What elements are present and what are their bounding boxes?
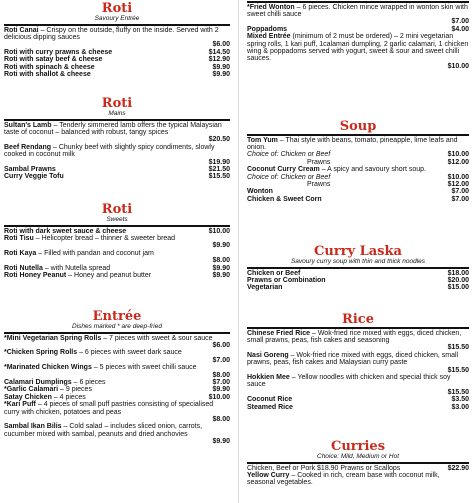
menu-item: *Chicken Spring Rolls – 6 pieces with sweet dark sauce $7.00 <box>4 349 230 364</box>
menu-item: Roti with spinach & cheese $9.90 <box>4 63 230 71</box>
divider <box>4 225 230 227</box>
menu-item: Sambal Ikan Bilis – Cold salad – includes sliced onion, carrots, cucumber mixed with sambal, peanuts and dried anchovies $9.90 <box>4 423 230 446</box>
divider <box>247 327 469 329</box>
section-title: Roti <box>101 96 133 111</box>
menu-item: *Kari Puff – 4 pieces of small puff pastries consisting of specialised curry with chicken, potatoes and peas $8.00 <box>4 401 230 423</box>
menu-item: Satay Chicken – 4 pieces $10.00 <box>4 393 230 401</box>
section-title: Entrée <box>92 309 142 324</box>
menu-item: Yellow Curry – Cooked in rich, cream base with coconut milk, seasonal vegetables. <box>247 471 440 487</box>
menu-item: Roti Tisu – Helicopter bread – thinner & sweeter bread $9.90 <box>4 234 230 250</box>
section-roti-entree <box>4 2 230 78</box>
menu-item: *Garlic Calamari – 9 pieces $9.90 <box>4 386 230 394</box>
menu-item: Tom Yum – Thai style with beans, tomato, pineapple, lime leafs and onion. <box>247 136 458 151</box>
section-soup <box>247 120 469 203</box>
menu-item: Mixed Entrée (minimum of 2 must be ordered) – 2 mini vegetarian spring rolls, 1 kari puff, 1calamari dumpling, 2 garlic calamari, 1 chicken wing & poppadoms served with yogurt, sweet & sour and sweet chilli sauces. $10.00 <box>247 33 469 70</box>
menu-item-option: Choice of: Chicken or Beef $10.00 <box>247 173 469 181</box>
section-curries <box>247 440 469 487</box>
section-title: Curries <box>330 439 386 454</box>
menu-item: Roti Honey Peanut – Honey and peanut butter $9.90 <box>4 271 230 279</box>
menu-item: Wonton $7.00 <box>247 188 469 196</box>
section-title: Roti <box>101 1 133 16</box>
section-entree-continued <box>247 0 469 70</box>
menu-item: *Fried Wonton – 6 pieces. Chicken mince wrapped in wonton skin with sweet chilli sauce $7.00 <box>247 3 469 26</box>
section-rice <box>247 313 469 411</box>
divider <box>247 462 469 464</box>
section-roti-mains <box>4 97 230 181</box>
menu-item: Nasi Goreng – Wok-fried rice mixed with eggs, diced chicken, small prawns, peas, fish cakes and Malaysian curry paste $15.50 <box>247 351 469 374</box>
divider <box>247 1 469 3</box>
section-roti-sweets <box>4 203 230 279</box>
menu-item: *Marinated Chicken Wings – 5 pieces with sweet chilli sauce $8.00 <box>4 364 230 379</box>
menu-item: Chicken or Beef $18.00 <box>247 269 469 277</box>
menu-item: Curry Veggie Tofu $15.50 <box>4 173 230 181</box>
column-divider <box>238 0 239 503</box>
menu-item: Vegetarian $15.00 <box>247 284 469 292</box>
menu-item: Steamed Rice $3.00 <box>247 403 469 411</box>
menu-item: Roti with shallot & cheese $9.90 <box>4 70 230 78</box>
menu-item: Chinese Fried Rice – Wok-fried rice mixed with eggs, diced chicken, small prawns, peas, fish cakes and seasoning $15.50 <box>247 329 469 352</box>
divider <box>247 267 469 269</box>
section-subtitle: Mains <box>108 110 126 117</box>
menu-item: *Mini Vegetarian Spring Rolls – 7 pieces with sweet & sour sauce $6.00 <box>4 334 230 349</box>
section-title: Roti <box>101 202 133 217</box>
menu-item: Roti Nutella – with Nutella spread $9.90 <box>4 264 230 272</box>
menu-item: Chicken & Sweet Corn $7.00 <box>247 195 469 203</box>
menu-item: Beef Rendang – Chunky beef with slightly spicy condiments, slowly cooked in coconut milk $19.90 <box>4 143 230 166</box>
section-title: Soup <box>339 119 377 134</box>
section-curry-laska <box>247 245 469 292</box>
divider <box>4 332 230 334</box>
divider <box>4 24 230 26</box>
menu-item: Coconut Rice $3.50 <box>247 396 469 404</box>
menu-item: Calamari Dumplings – 6 pieces $7.00 <box>4 378 230 386</box>
menu-item: Prawns or Combination $20.00 <box>247 276 469 284</box>
section-subtitle: Sweets <box>106 216 128 223</box>
section-subtitle: Choice: Mild, Medium or Hot <box>317 453 399 460</box>
menu-item-option: Prawns $12.00 <box>307 158 469 166</box>
menu-item: Coconut Curry Cream – A spicy and savoury short soup. <box>247 166 426 174</box>
menu-item: Sultan's Lamb – Tenderly simmered lamb offers the typical Malaysian taste of coconut – balanced with robust, tangy spices $20.50 <box>4 121 230 144</box>
menu-item: Hokkien Mee – Yellow noodles with chicken and special thick soy sauce $15.50 <box>247 373 469 396</box>
menu-item: Roti Kaya – Filled with pandan and coconut jam $8.00 <box>4 249 230 265</box>
section-entree <box>4 310 230 446</box>
menu-item: Roti with curry prawns & cheese $14.50 <box>4 48 230 56</box>
divider <box>4 119 230 121</box>
section-subtitle: Savoury curry soup with thin and thick noodles <box>290 258 426 265</box>
section-title: Curry Laska <box>314 244 402 259</box>
section-title: Rice <box>342 312 374 327</box>
divider <box>247 134 469 136</box>
menu-item: Roti Canai – Crispy on the outside, fluffy on the inside. Served with 2 delicious dipping sauces $6.00 <box>4 26 230 49</box>
menu-item-option: Chicken, Beef or Pork $18.90 Prawns or Scallops $22.90 <box>247 464 469 472</box>
menu-item: Poppadoms $4.00 <box>247 25 469 33</box>
section-subtitle: Savoury Entrée <box>94 15 140 22</box>
menu-item-option: Choice of: Chicken or Beef $10.00 <box>247 151 469 159</box>
section-subtitle: Dishes marked * are deep-fried <box>72 323 162 330</box>
menu-item-option: Prawns $12.00 <box>307 180 469 188</box>
menu-item: Sambal Prawns $21.50 <box>4 165 230 173</box>
menu-item: Roti with satay beef & cheese $12.90 <box>4 56 230 64</box>
menu-item: Roti with dark sweet sauce & cheese $10.00 <box>4 227 230 235</box>
